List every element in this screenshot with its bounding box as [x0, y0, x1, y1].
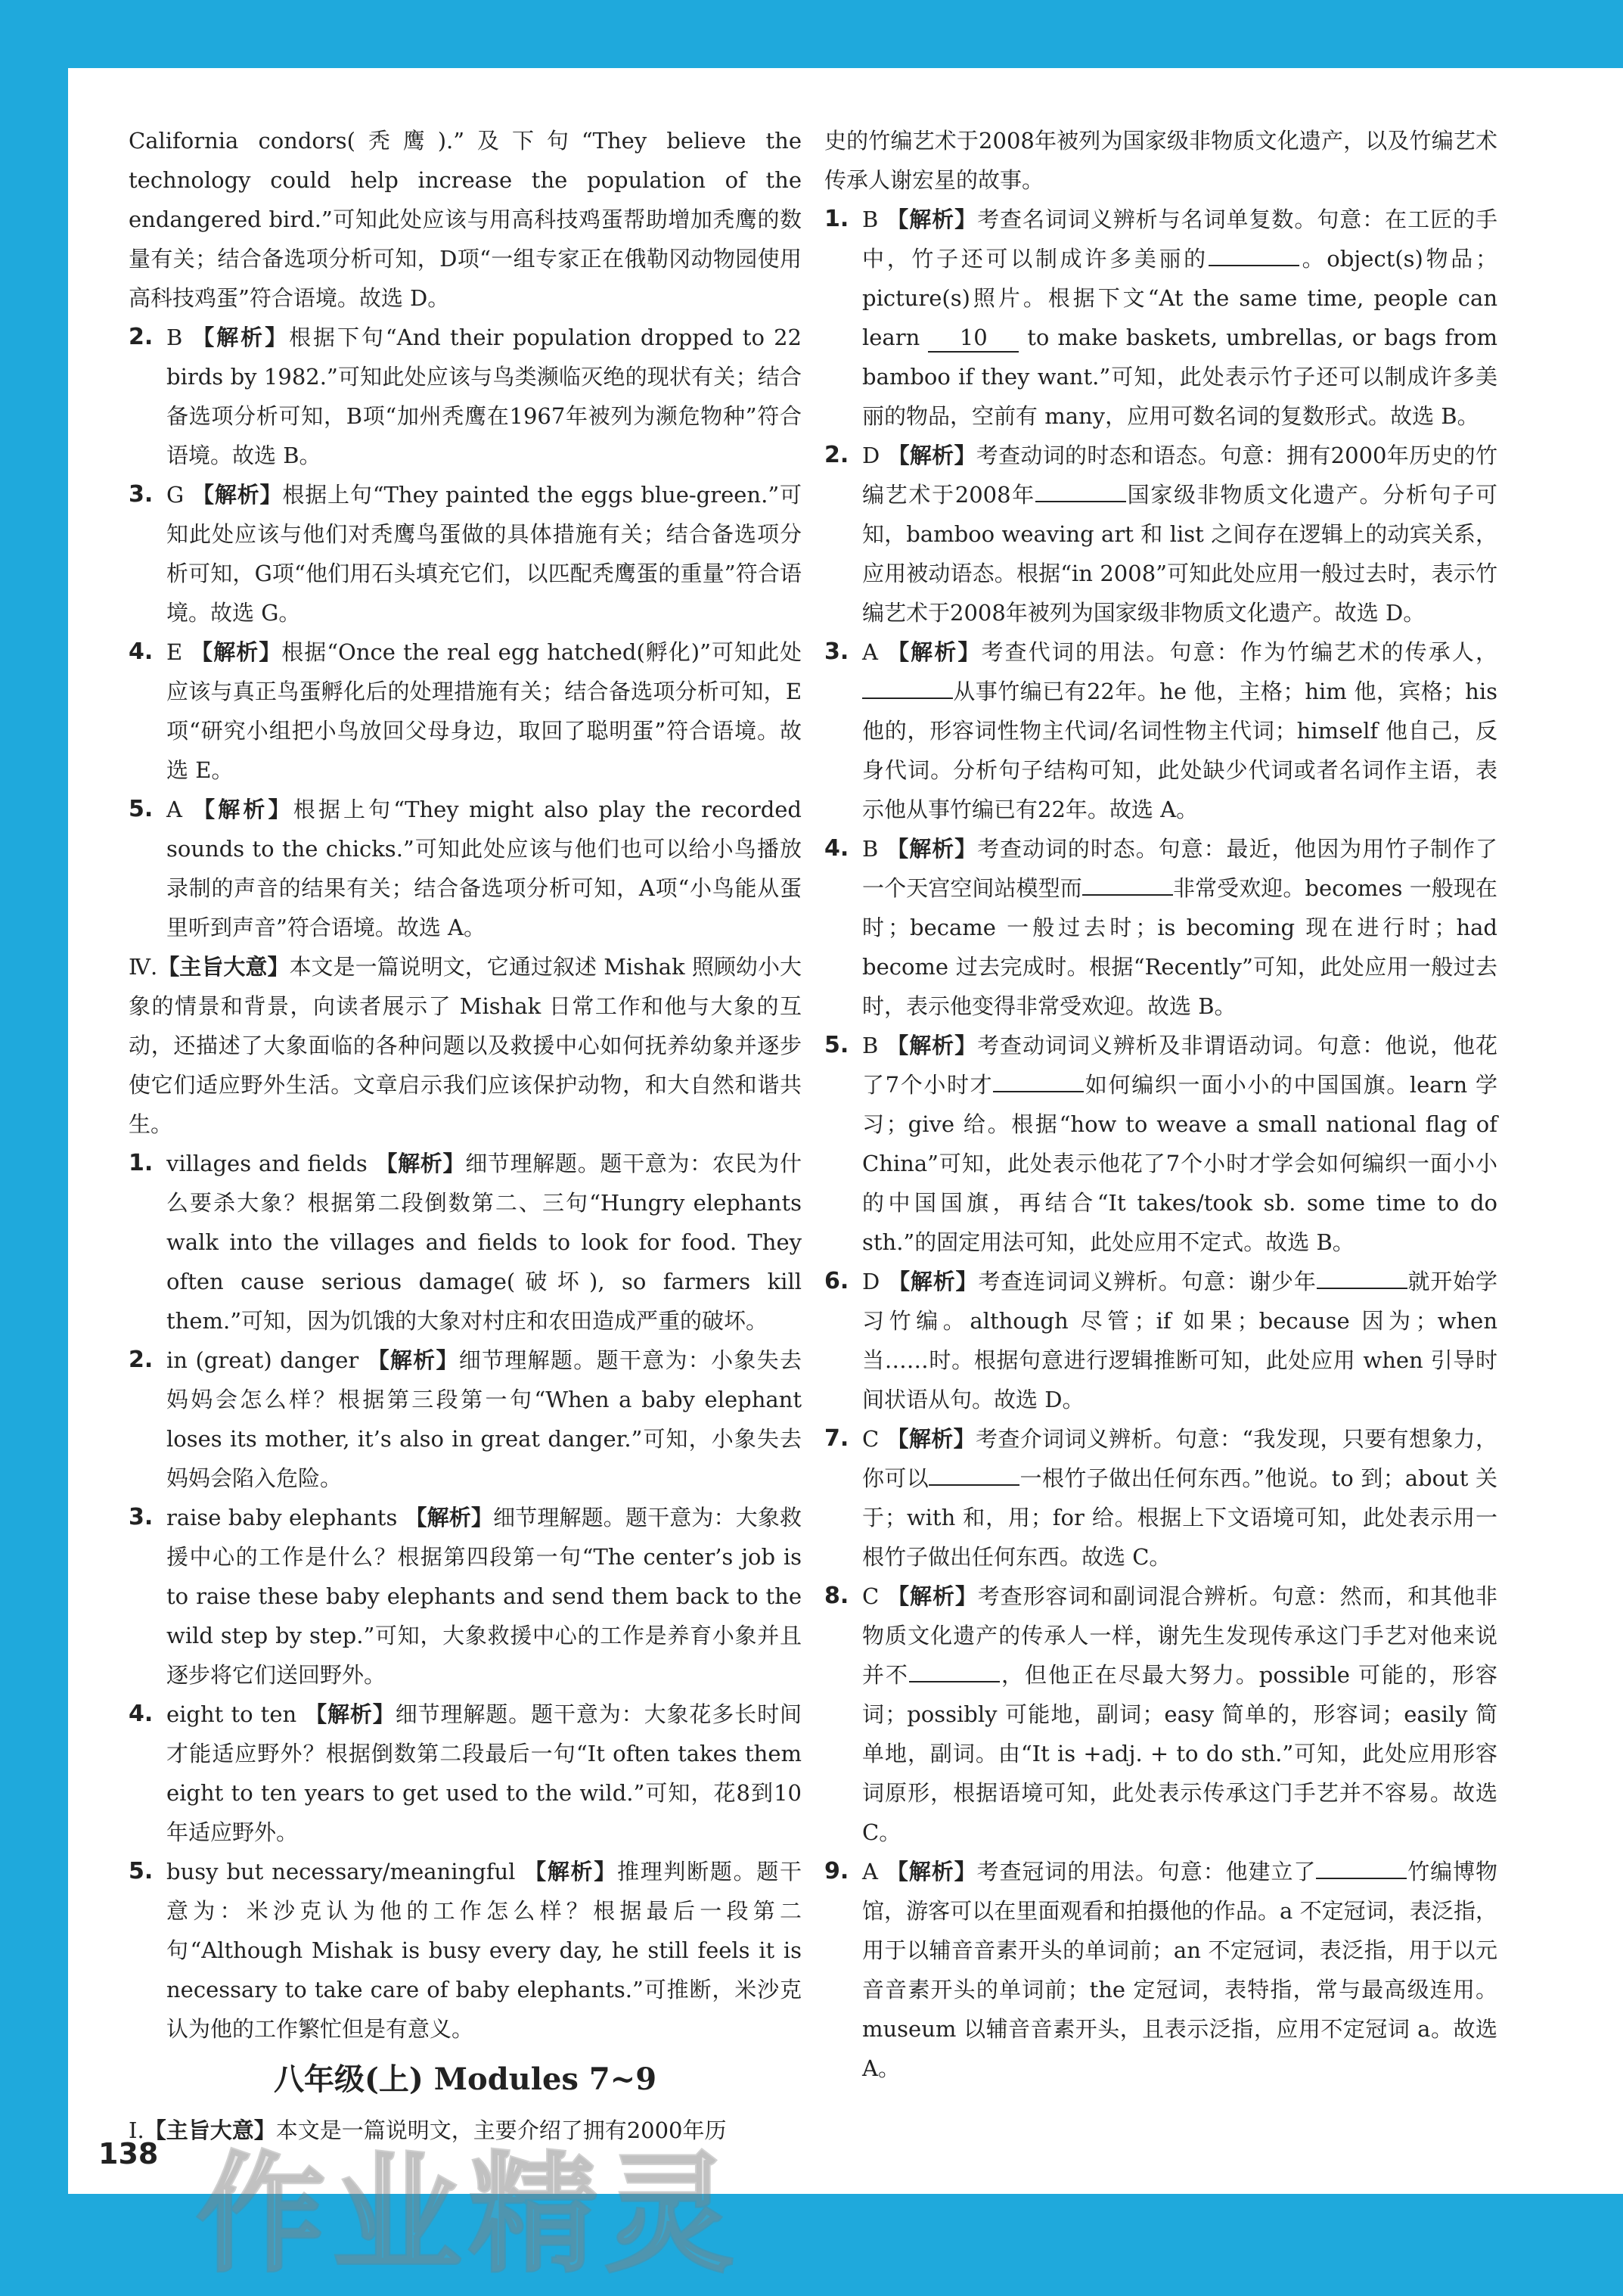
blank-line: [1035, 501, 1126, 502]
item-text: 考查名词词义辨析与名词单复数。句意：在工匠的手中，竹子还可以制成许多美丽的: [862, 207, 1497, 272]
answer-item: [824, 436, 1497, 632]
item-text: 一根竹子做出任何东西。”他说。to 到；about 关于；with 和，用；for 给。根据上下文语境可知，此处表示用一根竹子做出任何东西。故选 C。: [862, 1465, 1497, 1570]
answer-item: [129, 1695, 802, 1852]
item-text: 考查形容词和副词混合辨析。句意：然而，和其他非物质文化遗产的传承人一样，谢先生发现传承这门手艺对他来说并不: [862, 1583, 1497, 1688]
item-tag: 【解析】: [887, 443, 976, 468]
item-text: to make baskets, umbrellas, or bags from bamboo if they want.”可知，此处表示竹子还可以制成许多美丽的物品，空前有 many，应用可数名词的复数形式。故选 B。: [862, 325, 1497, 429]
item-tag: 【解析】: [886, 1583, 978, 1609]
item-answer: E: [166, 639, 183, 665]
item-tag: 【解析】: [886, 836, 978, 862]
item-number: 7.: [824, 1425, 849, 1452]
item-text: 细节理解题。题干意为：农民为什么要杀大象？根据第二段倒数第二、三句“Hungry elephants walk into the villages and fields to look for food. They often cause serious damage(破坏), so farmers kill them.”可知，因为饥饿的大象对村庄和农田造成严重的破坏。: [166, 1151, 802, 1334]
answer-item: [824, 1419, 1497, 1577]
item-answer: D: [862, 443, 880, 468]
item-answer: A: [166, 797, 182, 822]
item-answer: A: [862, 639, 878, 665]
watermark: 作业精灵: [197, 2140, 742, 2290]
right-column: [824, 121, 1497, 2088]
answer-item: [129, 318, 802, 475]
blank-line: [1317, 1288, 1407, 1289]
item-text: 考查动词的时态。句意：最近，他因为用竹子制作了一个天宫空间站模型而: [862, 836, 1497, 901]
item-text: 考查连词词义辨析。句意：谢少年: [978, 1269, 1317, 1294]
item-number: 5.: [129, 796, 154, 822]
item-answer: G: [166, 482, 185, 508]
item-number: 5.: [824, 1032, 849, 1058]
item-number: 4.: [824, 835, 849, 862]
item-answer: C: [862, 1583, 880, 1609]
left-column: [129, 121, 802, 2150]
item-tag: 【解析】: [885, 639, 982, 665]
item-tag: 【解析】: [190, 325, 290, 350]
right-items-group: [824, 200, 1497, 2088]
item-number: 6.: [824, 1268, 849, 1294]
section-tag: 【主旨大意】: [157, 954, 290, 980]
section-4-summary: [129, 947, 802, 1144]
item-number: 3.: [129, 481, 154, 508]
answer-item: [824, 200, 1497, 436]
item-text: 考查介词词义辨析。句意：“我发现，只要有想象力，你可以: [862, 1426, 1497, 1491]
blank-line: 10: [928, 324, 1019, 353]
item-text: 根据上句“They might also play the recorded sounds to the chicks.”可知此处应该与他们也可以给小鸟播放录制的声音的结果有关；结合备选项分析可知，A项“小鸟能从蛋里听到声音”符合语境。故选 A。: [166, 797, 802, 940]
answer-page: [68, 68, 1623, 2290]
answer-item: [824, 1852, 1497, 2088]
answer-item: [129, 632, 802, 790]
section-text: 本文是一篇说明文，它通过叙述 Mishak 照顾幼小大象的情景和背景，向读者展示了 Mishak 日常工作和他与大象的互动，还描述了大象面临的各种问题以及救援中心如何抚养幼象并逐步使它们适应野外生活。文章启示我们应该保护动物，和大自然和谐共生。: [129, 954, 802, 1137]
item-tag: 【解析】: [523, 1859, 617, 1884]
item-number: 1.: [824, 206, 849, 232]
item-number: 3.: [129, 1504, 154, 1530]
item-tag: 【解析】: [886, 1033, 978, 1058]
item-number: 2.: [129, 1347, 154, 1373]
item-number: 1.: [129, 1150, 154, 1176]
item-text: 。object(s)物品；picture(s)照片。根据下文“At the same time, people can learn: [862, 246, 1497, 350]
item-tag: 【解析】: [374, 1151, 466, 1176]
item-tag: 【解析】: [304, 1701, 396, 1727]
answer-item: [824, 632, 1497, 829]
item-tag: 【解析】: [886, 207, 978, 232]
item-answer: in (great) danger: [166, 1347, 359, 1373]
item-answer: B: [862, 207, 879, 232]
item-text: 根据“Once the real egg hatched(孵化)”可知此处应该与真正鸟蛋孵化后的处理措施有关；结合备选项分析可知，E项“研究小组把小鸟放回父母身边，取回了聪明蛋”符合语境。故选 E。: [166, 639, 802, 783]
item-text: 从事竹编已有22年。he 他，主格；him 他，宾格；his 他的，形容词性物主代词/名词性物主代词；himself 他自己，反身代词。分析句子结构可知，此处缺少代词或者名词作主语，表示他从事竹编已有22年。故选 A。: [862, 679, 1497, 822]
item-answer: B: [862, 836, 879, 862]
continued-paragraph: California condors(秃鹰).”及下句“They believe the technology could help increase the population of the endangered bird.”可知此处应该与用高科技鸡蛋帮助增加秃鹰的数量有关；结合备选项分析可知，D项“一组专家正在俄勒冈动物园使用高科技鸡蛋”符合语境。故选 D。: [129, 128, 802, 311]
blank-line: [862, 697, 953, 699]
item-text: 细节理解题。题干意为：大象花多长时间才能适应野外？根据倒数第二段最后一句“It often takes them eight to ten years to get used to the wild.”可知，花8到10年适应野外。: [166, 1701, 802, 1845]
item-text: 细节理解题。题干意为：大象救援中心的工作是什么？根据第四段第一句“The center’s job is to raise these baby elephants and send them back to the wild step by step.”可知，大象救援中心的工作是养育小象并且逐步将它们送回野外。: [166, 1505, 802, 1688]
item-number: 8.: [824, 1583, 849, 1609]
item-number: 4.: [129, 1701, 154, 1727]
item-text: 如何编织一面小小的中国国旗。learn 学习；give 给。根据“how to weave a small national flag of China”可知，此处表示他花了7个小时才学会如何编织一面小小的中国国旗，再结合“It takes/took sb. some time to do sth.”的固定用法可知，此处应用不定式。故选 B。: [862, 1072, 1497, 1255]
item-answer: raise baby elephants: [166, 1505, 398, 1530]
item-answer: eight to ten: [166, 1701, 297, 1727]
item-text: ，但他正在尽最大努力。possible 可能的，形容词；possibly 可能地，副词；easy 简单的，形容词；easily 简单地，副词。由“It is +adj. + to do sth.”可知，此处应用形容词原形，根据语境可知，此处表示传承这门手艺并不容易。故选 C。: [862, 1662, 1497, 1845]
item-number: 4.: [129, 638, 154, 665]
section-label: Ⅰ.: [129, 2117, 144, 2143]
blank-line: [993, 1091, 1084, 1092]
item-tag: 【解析】: [886, 1426, 976, 1452]
item-answer: B: [166, 325, 183, 350]
item-text: 细节理解题。题干意为：小象失去妈妈会怎么样？根据第三段第一句“When a baby elephant loses its mother, it’s also in great danger.”可知，小象失去妈妈会陷入危险。: [166, 1347, 802, 1491]
item-tag: 【解析】: [366, 1347, 459, 1373]
item-text: 竹编博物馆，游客可以在里面观看和拍摄他的作品。a 不定冠词，表泛指，用于以辅音音素开头的单词前；an 不定冠词，表泛指，用于以元音音素开头的单词前；the 定冠词，表特指，常与最高级连用。museum 以辅音音素开头，且表示泛指，应用不定冠词 a。故选 A。: [862, 1859, 1497, 2081]
section-label: Ⅳ.: [129, 954, 158, 980]
item-answer: villages and fields: [166, 1151, 368, 1176]
item-text: 根据下句“And their population dropped to 22 birds by 1982.”可知此处应该与鸟类濒临灭绝的现状有关；结合备选项分析可知，B项“加州秃鹰在1967年被列为濒危物种”符合语境。故选 B。: [166, 325, 802, 468]
answer-item: [129, 790, 802, 947]
answer-item: [129, 1498, 802, 1695]
item-text: 考查代词的用法。句意：作为竹编艺术的传承人，: [981, 639, 1497, 665]
continued-paragraph: 史的竹编艺术于2008年被列为国家级非物质文化遗产，以及竹编艺术传承人谢宏星的故事。: [824, 128, 1497, 193]
item-number: 5.: [129, 1858, 154, 1884]
item-tag: 【解析】: [190, 639, 282, 665]
left-items-group-4: [129, 1144, 802, 2049]
item-text: 考查冠词的用法。句意：他建立了: [976, 1859, 1317, 1884]
page-number: 138: [98, 2137, 159, 2170]
section-tag: 【主旨大意】: [144, 2117, 276, 2143]
answer-item: [129, 475, 802, 632]
item-answer: B: [862, 1033, 879, 1058]
item-tag: 【解析】: [191, 482, 283, 508]
item-answer: busy but necessary/meaningful: [166, 1859, 516, 1884]
item-number: 9.: [824, 1858, 849, 1884]
item-text: 考查动词的时态和语态。句意：拥有2000年历史的竹编艺术于2008年: [862, 443, 1497, 508]
item-answer: C: [862, 1426, 880, 1452]
item-text: 非常受欢迎。becomes 一般现在时；became 一般过去时；is becoming 现在进行时；had become 过去完成时。根据“Recently”可知，此处应用一般过去时，表示他变得非常受欢迎。故选 B。: [862, 875, 1497, 1019]
blank-line: [1316, 1878, 1407, 1879]
answer-item: [129, 1144, 802, 1341]
answer-item: [824, 1577, 1497, 1852]
blank-line: [909, 1681, 1000, 1682]
module-title: 八年级(上) Modules 7~9: [273, 2061, 657, 2097]
item-text: 推理判断题。题干意为：米沙克认为他的工作怎么样？根据最后一段第二句“Although Mishak is busy every day, he still feels it is necessary to take care of baby elephants.”可推断，米沙克认为他的工作繁忙但是有意义。: [166, 1859, 802, 2042]
answer-item: [129, 1341, 802, 1498]
answer-item: [129, 1852, 802, 2049]
item-tag: 【解析】: [189, 797, 293, 822]
item-tag: 【解析】: [405, 1505, 494, 1530]
answer-item: [824, 829, 1497, 1026]
blank-line: [1082, 894, 1173, 896]
item-number: 2.: [824, 442, 849, 468]
answer-item: [824, 1026, 1497, 1262]
item-text: 考查动词词义辨析及非谓语动词。句意：他说，他花了7个小时才: [862, 1033, 1497, 1098]
answer-item: [824, 1262, 1497, 1419]
item-text: 国家级非物质文化遗产。分析句子可知，bamboo weaving art 和 list 之间存在逻辑上的动宾关系，应用被动语态。根据“in 2008”可知此处应用一般过去时，表示竹编艺术于2008年被列为国家级非物质文化遗产。故选 D。: [862, 482, 1497, 626]
left-items-group-3: [129, 318, 802, 947]
item-answer: D: [862, 1269, 880, 1294]
item-tag: 【解析】: [887, 1269, 979, 1294]
blank-line: [929, 1484, 1019, 1486]
section-text: 本文是一篇说明文，主要介绍了拥有2000年历: [275, 2117, 727, 2143]
item-answer: A: [862, 1859, 878, 1884]
blank-line: [1209, 265, 1299, 266]
item-number: 2.: [129, 324, 154, 350]
item-text: 就开始学习竹编。although 尽管；if 如果；because 因为；when 当……时。根据句意进行逻辑推断可知，此处应用 when 引导时间状语从句。故选 D。: [862, 1269, 1497, 1412]
item-text: 根据上句“They painted the eggs blue-green.”可知此处应该与他们对秃鹰鸟蛋做的具体措施有关；结合备选项分析可知，G项“他们用石头填充它们，以匹配秃鹰蛋的重量”符合语境。故选 G。: [166, 482, 802, 626]
item-number: 3.: [824, 638, 849, 665]
item-tag: 【解析】: [885, 1859, 977, 1884]
